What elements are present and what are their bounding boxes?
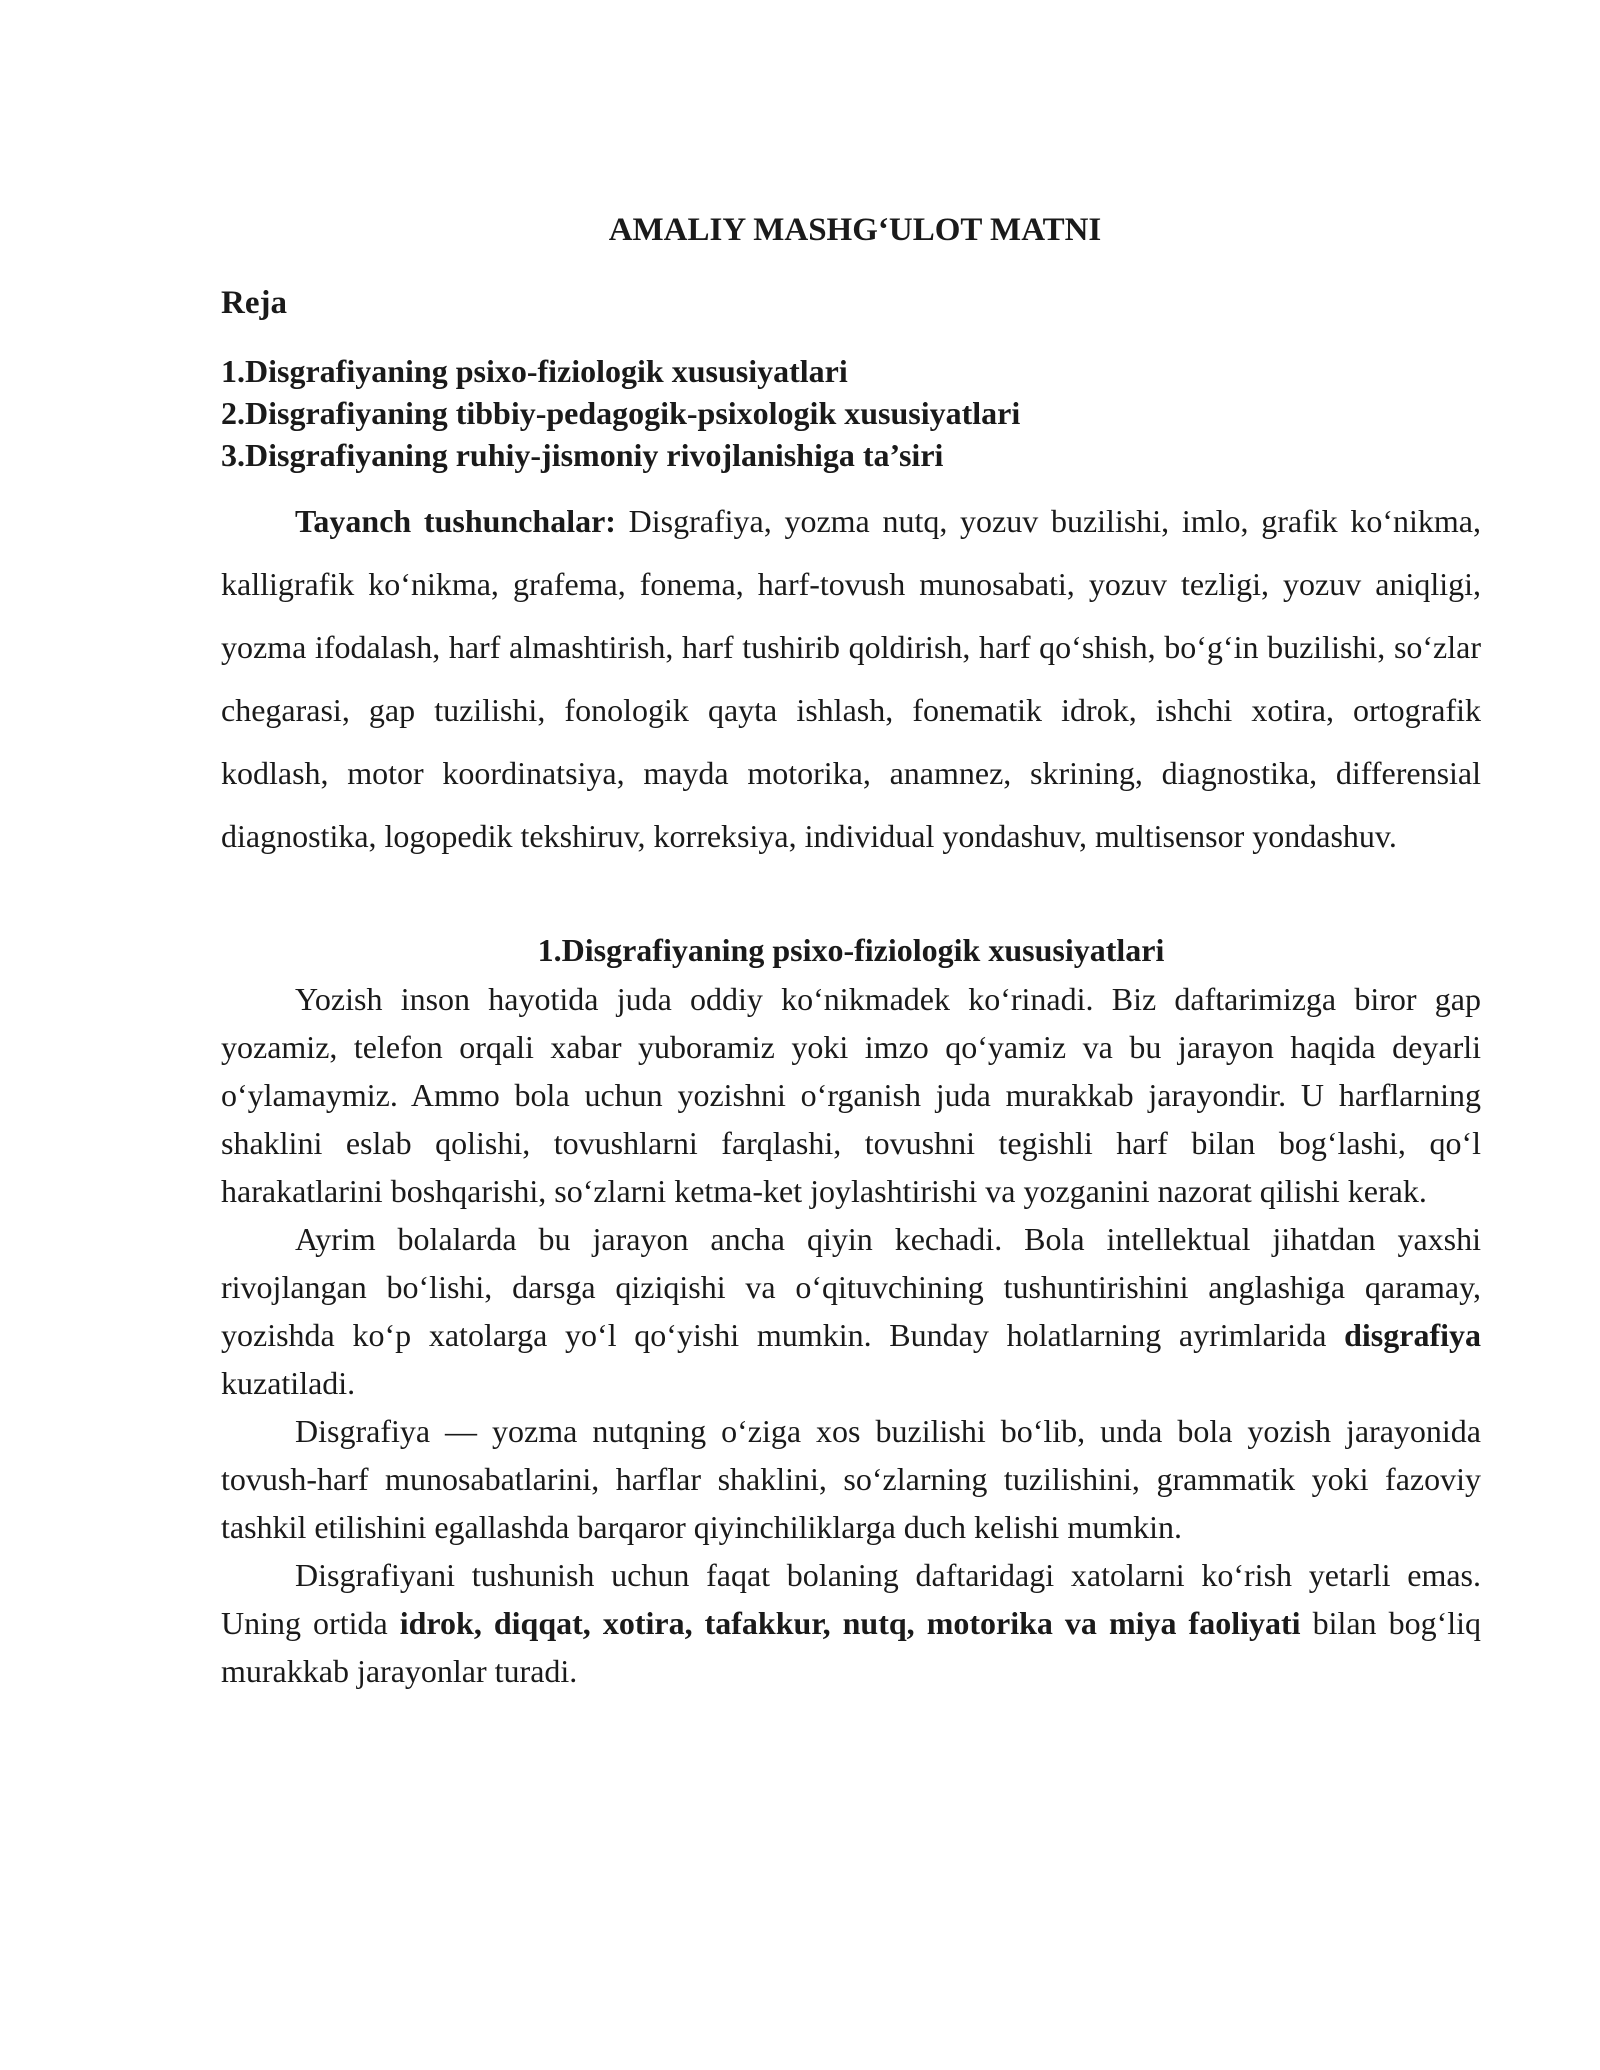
paragraph-text: Disgrafiyani tushunish uchun faqat bolaning daftaridagi xatolarni ko‘rish yetarli emas. Uning ortida (221, 1557, 1481, 1641)
keywords-label: Tayanch tushunchalar: (295, 503, 616, 539)
paragraph-text: bilan bog‘liq murakkab jarayonlar turadi. (221, 1605, 1482, 1689)
keywords-paragraph (221, 490, 1481, 868)
plan-item: 1.Disgrafiyaning psixo-fiziologik xususiyatlari (221, 353, 848, 389)
section-heading: 1.Disgrafiyaning psixo-fiziologik xususiyatlari (537, 932, 1165, 968)
plan-heading: Reja (221, 285, 287, 321)
paragraph: Yozish inson hayotida juda oddiy ko‘nikmadek ko‘rinadi. Biz daftarimizga biror gap yozamiz, telefon orqali xabar yuboramiz yoki imzo qo‘yamiz va bu jarayon haqida deyarli o‘ylamaymiz. Ammo bola uchun yozishni o‘rganish juda murakkab jarayondir. U harflarning shaklini eslab qolishi, tovushlarni farqlashi, tovushni tegishli harf bilan bog‘lashi, qo‘l harakatlarini boshqarishi, so‘zlarni ketma-ket joylashtirishi va yozganini nazorat qilishi kerak. (221, 981, 1481, 1209)
keywords-text: Disgrafiya, yozma nutq, yozuv buzilishi, imlo, grafik ko‘nikma, kalligrafik ko‘nikma, grafema, fonema, harf-tovush munosabati, yozuv tezligi, yozuv aniqligi, yozma ifodalash, harf almashtirish, harf tushirib qoldirish, harf qo‘shish, bo‘g‘in buzilishi, so‘zlar chegarasi, gap tuzilishi, fonologik qayta ishlash, fonematik idrok, ishchi xotira, ortografik kodlash, motor koordinatsiya, mayda motorika, anamnez, skrining, diagnostika, differensial diagnostika, logopedik tekshiruv, korreksiya, individual yondashuv, multisensor yondashuv. (221, 503, 1482, 854)
document-title: AMALIY MASHG‘ULOT MATNI (608, 212, 1102, 248)
bold-term: idrok, diqqat, xotira, tafakkur, nutq, motorika va miya faoliyati (399, 1605, 1301, 1641)
paragraph-text: Ayrim bolalarda bu jarayon ancha qiyin kechadi. Bola intellektual jihatdan yaxshi rivojlangan bo‘lishi, darsga qiziqishi va o‘qituvchining tushuntirishini anglashiga qaramay, yozishda ko‘p xatolarga yo‘l qo‘yishi mumkin. Bunday holatlarning ayrimlarida (221, 1221, 1481, 1353)
plan-item: 3.Disgrafiyaning ruhiy-jismoniy rivojlanishiga ta’siri (221, 437, 944, 473)
plan-item: 2.Disgrafiyaning tibbiy-pedagogik-psixologik xususiyatlari (221, 395, 1021, 431)
bold-term: disgrafiya (1344, 1317, 1481, 1353)
plan-list (221, 350, 1481, 476)
body-text (221, 975, 1481, 1695)
paragraph: Disgrafiya — yozma nutqning o‘ziga xos buzilishi bo‘lib, unda bola yozish jarayonida tovush-harf munosabatlarini, harflar shaklini, so‘zlarning tuzilishini, grammatik yoki fazoviy tashkil etilishini egallashda barqaror qiyinchiliklarga duch kelishi mumkin. (221, 1413, 1481, 1545)
paragraph (221, 1215, 1481, 1407)
paragraph-text: kuzatiladi. (221, 1365, 356, 1401)
paragraph (221, 1551, 1481, 1695)
